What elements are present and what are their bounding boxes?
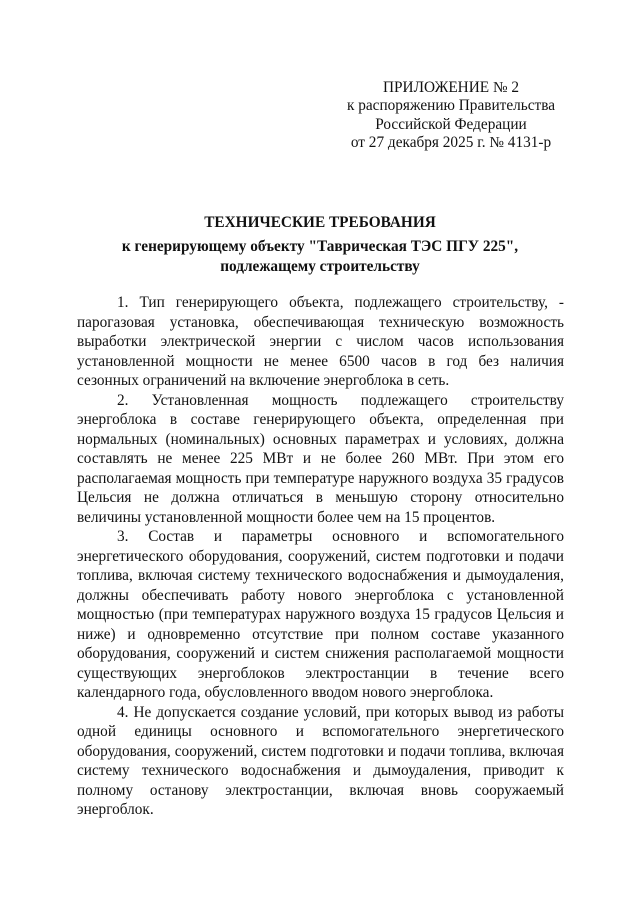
document-body	[77, 293, 564, 820]
appendix-header	[340, 79, 562, 152]
document-subtitle-line1: к генерирующему объекту "Таврическая ТЭС ПГУ 225",	[121, 238, 519, 255]
document-title-main: ТЕХНИЧЕСКИЕ ТРЕБОВАНИЯ	[204, 214, 436, 231]
requirement-paragraph-4: 4. Не допускается создание условий, при которых вывод из работы одной единицы основного и вспомогательного энергетического оборудования, сооружений, систем подготовки и подачи топлива, включая систему технического водоснабжения и дымоудаления, приводит к полному останову электростанции, включая вновь сооружаемый энергоблок.	[77, 703, 564, 818]
document-subtitle-line2: подлежащему строительству	[220, 257, 420, 275]
document-subtitle	[70, 237, 570, 276]
appendix-government: Российской Федерации	[375, 115, 527, 133]
requirement-paragraph-3: 3. Состав и параметры основного и вспомогательного энергетического оборудования, сооружений, систем подготовки и подачи топлива, включая систему технического водоснабжения и дымоудаления, должны обеспечивать работу нового энергоблока с установленной мощностью (при температурах наружного воздуха 15 градусов Цельсия и ниже) и одновременно отсутствие при полном составе указанного оборудования, сооружений и систем снижения располагаемой мощности существующих энергоблоков электростанции в течение всего календарного года, обусловленного вводом нового энергоблока.	[77, 528, 564, 701]
document-title	[70, 213, 570, 233]
requirement-paragraph-1: 1. Тип генерирующего объекта, подлежащего строительству, - парогазовая установка, обеспечивающая техническую возможность выработки электрической энергии с числом часов использования установленной мощности не менее 6500 часов в год без наличия сезонных ограничений на включение энергоблока в сеть.	[77, 294, 564, 389]
appendix-number: ПРИЛОЖЕНИЕ № 2	[382, 79, 520, 96]
requirement-paragraph-2: 2. Установленная мощность подлежащего строительству энергоблока в составе генерирующего объекта, определенная при нормальных (номинальных) основных параметрах и условиях, должна составлять не менее 225 МВт и не более 260 МВт. При этом его располагаемая мощность при температуре наружного воздуха 35 градусов Цельсия не должна отличаться в меньшую сторону относительно величины установленной мощности более чем на 15 процентов.	[77, 391, 564, 526]
appendix-reference: к распоряжению Правительства	[346, 97, 556, 115]
appendix-date-number: от 27 декабря 2025 г. № 4131-р	[350, 133, 552, 151]
